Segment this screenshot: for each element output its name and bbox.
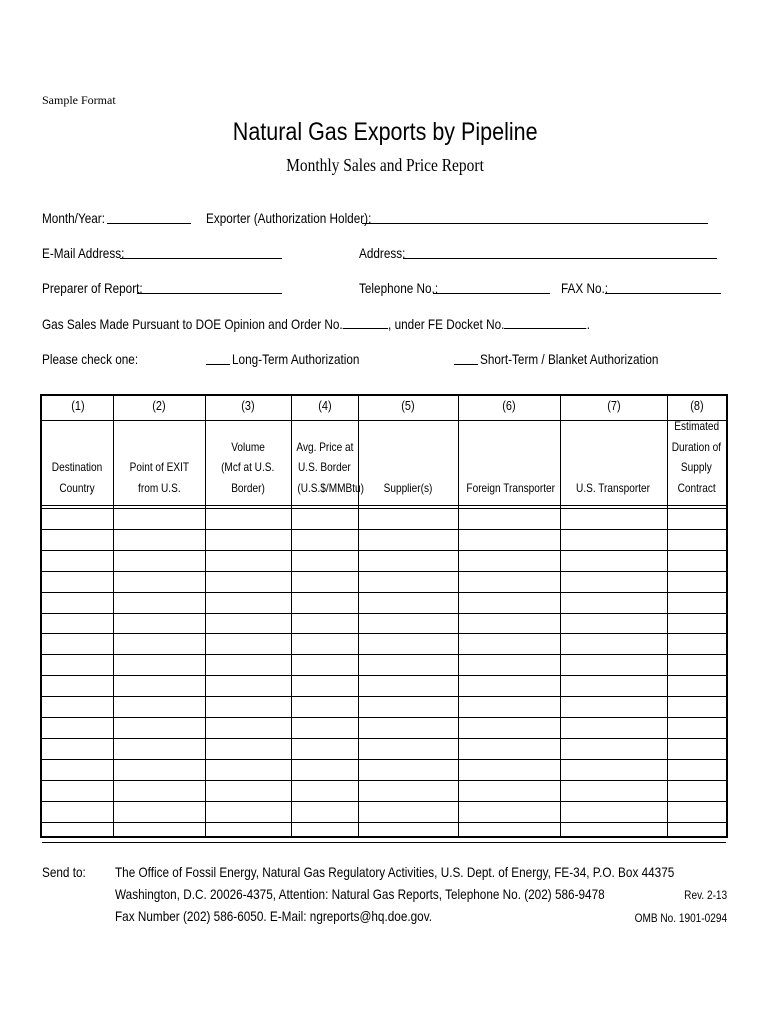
- footer-line-3: Fax Number (202) 586-6050. E-Mail: ngreports@hq.doe.gov.: [115, 908, 432, 924]
- column-header-text: Volume: [231, 439, 265, 454]
- opinion-order-field[interactable]: [343, 315, 388, 329]
- table-cell[interactable]: [114, 697, 205, 717]
- table-cell[interactable]: [359, 593, 458, 613]
- footer-line-3-wrap: [115, 908, 492, 924]
- table-cell[interactable]: [206, 634, 291, 654]
- fax-label: FAX No.:: [561, 280, 609, 296]
- table-cell[interactable]: [359, 530, 458, 550]
- table-cell[interactable]: [668, 530, 726, 550]
- footer-line-2-wrap: [115, 886, 698, 902]
- footer-line-2: Washington, D.C. 20026-4375, Attention: Natural Gas Reports, Telephone No. (202) 586-9478: [115, 886, 605, 902]
- table-cell[interactable]: [206, 509, 291, 529]
- column-header-text: (Mcf at U.S.: [221, 460, 275, 474]
- preparer-label: Preparer of Report:: [42, 280, 143, 296]
- table-cell[interactable]: [43, 760, 113, 780]
- table-cell[interactable]: [206, 614, 291, 634]
- table-cell[interactable]: [359, 718, 458, 738]
- table-cell[interactable]: [43, 802, 113, 822]
- table-cell[interactable]: [459, 823, 560, 843]
- column-header-text: Point of EXIT: [129, 460, 189, 474]
- telephone-field[interactable]: [433, 280, 550, 294]
- column-header-text: Border): [231, 480, 265, 495]
- long-term-checkbox[interactable]: [206, 351, 230, 365]
- table-cell[interactable]: [668, 655, 726, 675]
- column-number-cell: [113, 398, 205, 413]
- table-cell[interactable]: [292, 655, 358, 675]
- table-cell[interactable]: [43, 676, 113, 696]
- omb-wrap: [617, 911, 727, 925]
- table-cell[interactable]: [561, 593, 667, 613]
- table-cell[interactable]: [114, 781, 205, 801]
- table-cell[interactable]: [292, 509, 358, 529]
- table-cell[interactable]: [459, 572, 560, 592]
- table-cell[interactable]: [43, 572, 113, 592]
- column-number: (5): [401, 398, 415, 413]
- table-cell[interactable]: [206, 676, 291, 696]
- table-cell[interactable]: [668, 593, 726, 613]
- table-cell[interactable]: [292, 676, 358, 696]
- table-cell[interactable]: [43, 655, 113, 675]
- footer-line-1: The Office of Fossil Energy, Natural Gas Regulatory Activities, U.S. Dept. of Energy, FE-34, P.O. Box 44375: [115, 864, 675, 880]
- header-number-divider: [42, 420, 726, 421]
- column-header: [42, 457, 113, 498]
- column-number-cell: [358, 398, 458, 413]
- table-cell[interactable]: [43, 509, 113, 529]
- short-term-option: [480, 351, 692, 367]
- gas-sales-middle: , under FE Docket No.: [388, 316, 505, 332]
- table-cell[interactable]: [43, 718, 113, 738]
- column-number: (3): [241, 398, 255, 413]
- table-cell[interactable]: [114, 718, 205, 738]
- report-table: [40, 394, 728, 838]
- table-cell[interactable]: [206, 697, 291, 717]
- column-header: [458, 478, 560, 499]
- short-term-checkbox[interactable]: [454, 351, 478, 365]
- telephone-label: Telephone No.:: [359, 280, 439, 296]
- table-cell[interactable]: [43, 697, 113, 717]
- table-cell[interactable]: [43, 551, 113, 571]
- table-cell[interactable]: [206, 530, 291, 550]
- table-cell[interactable]: [114, 509, 205, 529]
- table-cell[interactable]: [459, 614, 560, 634]
- table-cell[interactable]: [359, 655, 458, 675]
- table-cell[interactable]: [459, 676, 560, 696]
- column-header-text: Foreign Transporter: [466, 480, 555, 495]
- gas-sales-row: [42, 315, 694, 332]
- table-cell[interactable]: [114, 593, 205, 613]
- column-header-text: Destination: [52, 460, 103, 474]
- revision-label: Rev. 2-13: [684, 888, 727, 902]
- table-cell[interactable]: [561, 718, 667, 738]
- table-cell[interactable]: [206, 593, 291, 613]
- column-header-text: from U.S.: [137, 480, 181, 495]
- send-to-row: [42, 864, 94, 880]
- column-header-text: Contract: [677, 480, 716, 495]
- table-cell[interactable]: [668, 802, 726, 822]
- table-cell[interactable]: [459, 760, 560, 780]
- header-bottom-divider: [42, 505, 726, 506]
- table-cell[interactable]: [359, 614, 458, 634]
- table-cell[interactable]: [561, 509, 667, 529]
- table-cell[interactable]: [43, 739, 113, 759]
- column-header: [291, 437, 364, 499]
- page-title: [0, 118, 770, 147]
- month-year-field[interactable]: [107, 210, 191, 224]
- table-cell[interactable]: [359, 823, 458, 843]
- email-field[interactable]: [120, 245, 282, 259]
- table-cell[interactable]: [114, 572, 205, 592]
- table-cell[interactable]: [359, 676, 458, 696]
- table-cell[interactable]: [459, 509, 560, 529]
- table-cell[interactable]: [292, 530, 358, 550]
- table-cell[interactable]: [459, 739, 560, 759]
- table-cell[interactable]: [459, 634, 560, 654]
- table-cell[interactable]: [459, 551, 560, 571]
- table-cell[interactable]: [668, 760, 726, 780]
- gas-sales-prefix: Gas Sales Made Pursuant to DOE Opinion and Order No.: [42, 316, 343, 332]
- table-cell[interactable]: [459, 697, 560, 717]
- column-number: (6): [502, 398, 516, 413]
- table-cell[interactable]: [206, 781, 291, 801]
- table-cell[interactable]: [43, 781, 113, 801]
- column-number-cell: [458, 398, 560, 413]
- table-cell[interactable]: [206, 802, 291, 822]
- table-cell[interactable]: [668, 572, 726, 592]
- month-year-label: Month/Year:: [42, 210, 105, 226]
- table-cell[interactable]: [668, 614, 726, 634]
- table-cell[interactable]: [292, 823, 358, 843]
- table-cell[interactable]: [206, 551, 291, 571]
- table-cell[interactable]: [561, 551, 667, 571]
- table-cell[interactable]: [561, 739, 667, 759]
- column-number: (2): [152, 398, 166, 413]
- table-cell[interactable]: [561, 614, 667, 634]
- column-header-text: U.S. Border: [298, 460, 351, 474]
- table-cell[interactable]: [668, 823, 726, 843]
- table-cell[interactable]: [292, 781, 358, 801]
- table-cell[interactable]: [359, 697, 458, 717]
- column-header-text: Supplier(s): [383, 480, 433, 495]
- table-cell[interactable]: [359, 739, 458, 759]
- table-cell[interactable]: [43, 593, 113, 613]
- page-title-text: Natural Gas Exports by Pipeline: [232, 118, 538, 146]
- table-cell[interactable]: [292, 614, 358, 634]
- column-number-cell: [42, 398, 113, 413]
- column-header-text: Country: [59, 480, 96, 495]
- table-cell[interactable]: [459, 802, 560, 822]
- sample-format-label: Sample Format: [42, 93, 116, 107]
- table-cell[interactable]: [292, 634, 358, 654]
- table-cell[interactable]: [292, 551, 358, 571]
- table-cell[interactable]: [206, 655, 291, 675]
- column-header-text: Duration of: [671, 439, 722, 454]
- email-label: E-Mail Address:: [42, 245, 125, 261]
- table-cell[interactable]: [459, 530, 560, 550]
- table-cell[interactable]: [114, 655, 205, 675]
- table-cell[interactable]: [459, 781, 560, 801]
- column-number-cell: [560, 398, 667, 413]
- long-term-option: [232, 351, 384, 367]
- table-cell[interactable]: [561, 697, 667, 717]
- table-cell[interactable]: [114, 802, 205, 822]
- column-header-text: Avg. Price at: [296, 439, 354, 454]
- address-field[interactable]: [403, 245, 717, 259]
- table-cell[interactable]: [114, 614, 205, 634]
- column-number-cell: [291, 398, 358, 413]
- table-cell[interactable]: [459, 593, 560, 613]
- column-header: [358, 478, 458, 499]
- column-header-text: Supply: [681, 460, 712, 474]
- table-cell[interactable]: [561, 781, 667, 801]
- footer-line-1-wrap: [115, 864, 770, 880]
- table-cell[interactable]: [292, 802, 358, 822]
- page-subtitle-text: Monthly Sales and Price Report: [286, 155, 484, 175]
- table-cell[interactable]: [43, 634, 113, 654]
- table-cell[interactable]: [292, 593, 358, 613]
- table-cell[interactable]: [114, 739, 205, 759]
- column-number: (1): [70, 398, 85, 413]
- fax-field[interactable]: [605, 280, 721, 294]
- table-cell[interactable]: [292, 697, 358, 717]
- table-cell[interactable]: [359, 781, 458, 801]
- table-cell[interactable]: [668, 509, 726, 529]
- table-cell[interactable]: [206, 572, 291, 592]
- table-cell[interactable]: [459, 718, 560, 738]
- table-cell[interactable]: [359, 509, 458, 529]
- table-cell[interactable]: [206, 739, 291, 759]
- table-cell[interactable]: [561, 634, 667, 654]
- table-cell[interactable]: [114, 634, 205, 654]
- check-one-label: Please check one:: [42, 351, 139, 367]
- column-number-cell: [205, 398, 291, 413]
- preparer-field[interactable]: [137, 280, 282, 294]
- table-cell[interactable]: [206, 718, 291, 738]
- table-cell[interactable]: [292, 739, 358, 759]
- table-cell[interactable]: [43, 823, 113, 843]
- table-cell[interactable]: [561, 760, 667, 780]
- column-header: [667, 416, 726, 498]
- page-subtitle: [0, 155, 770, 176]
- table-cell[interactable]: [43, 530, 113, 550]
- omb-number: OMB No. 1901-0294: [634, 911, 727, 925]
- column-header-text: U.S. Transporter: [576, 480, 651, 495]
- table-cell[interactable]: [668, 697, 726, 717]
- table-cell[interactable]: [359, 634, 458, 654]
- column-number-cell: [667, 398, 726, 413]
- table-cell[interactable]: [114, 551, 205, 571]
- column-number: (7): [606, 398, 621, 413]
- table-cell[interactable]: [561, 802, 667, 822]
- table-cell[interactable]: [668, 781, 726, 801]
- table-cell[interactable]: [359, 802, 458, 822]
- table-cell[interactable]: [561, 572, 667, 592]
- month-year-row: [42, 210, 117, 226]
- column-number: (4): [317, 398, 332, 413]
- column-header: [113, 457, 205, 498]
- table-cell[interactable]: [206, 823, 291, 843]
- column-header-text: (U.S.$/MMBtu): [297, 480, 364, 495]
- long-term-label: Long-Term Authorization: [232, 351, 360, 367]
- table-cell[interactable]: [359, 760, 458, 780]
- table-cell[interactable]: [114, 530, 205, 550]
- gas-sales-suffix: .: [586, 316, 590, 332]
- send-to-label: Send to:: [42, 864, 86, 880]
- table-cell[interactable]: [43, 614, 113, 634]
- exporter-field[interactable]: [362, 210, 708, 224]
- table-cell[interactable]: [292, 760, 358, 780]
- column-header-text: Estimated: [674, 419, 719, 433]
- column-header: [205, 437, 291, 499]
- table-cell[interactable]: [114, 676, 205, 696]
- table-cell[interactable]: [206, 760, 291, 780]
- table-cell[interactable]: [561, 823, 667, 843]
- table-cell[interactable]: [292, 718, 358, 738]
- revision-wrap: [676, 888, 727, 902]
- fe-docket-field[interactable]: [504, 315, 586, 329]
- exporter-label: Exporter (Authorization Holder):: [206, 210, 372, 226]
- table-cell[interactable]: [668, 634, 726, 654]
- column-number: (8): [689, 398, 704, 413]
- table-cell[interactable]: [459, 655, 560, 675]
- table-cell[interactable]: [561, 676, 667, 696]
- check-one-row: [42, 351, 156, 367]
- table-cell[interactable]: [668, 718, 726, 738]
- table-cell[interactable]: [359, 551, 458, 571]
- table-cell[interactable]: [114, 760, 205, 780]
- address-label: Address:: [359, 245, 406, 261]
- table-cell[interactable]: [668, 676, 726, 696]
- column-header: [560, 478, 667, 499]
- table-cell[interactable]: [561, 530, 667, 550]
- table-cell[interactable]: [668, 551, 726, 571]
- table-cell[interactable]: [668, 739, 726, 759]
- short-term-label: Short-Term / Blanket Authorization: [480, 351, 659, 367]
- table-cell[interactable]: [114, 823, 205, 843]
- table-cell[interactable]: [292, 572, 358, 592]
- table-cell[interactable]: [561, 655, 667, 675]
- table-cell[interactable]: [359, 572, 458, 592]
